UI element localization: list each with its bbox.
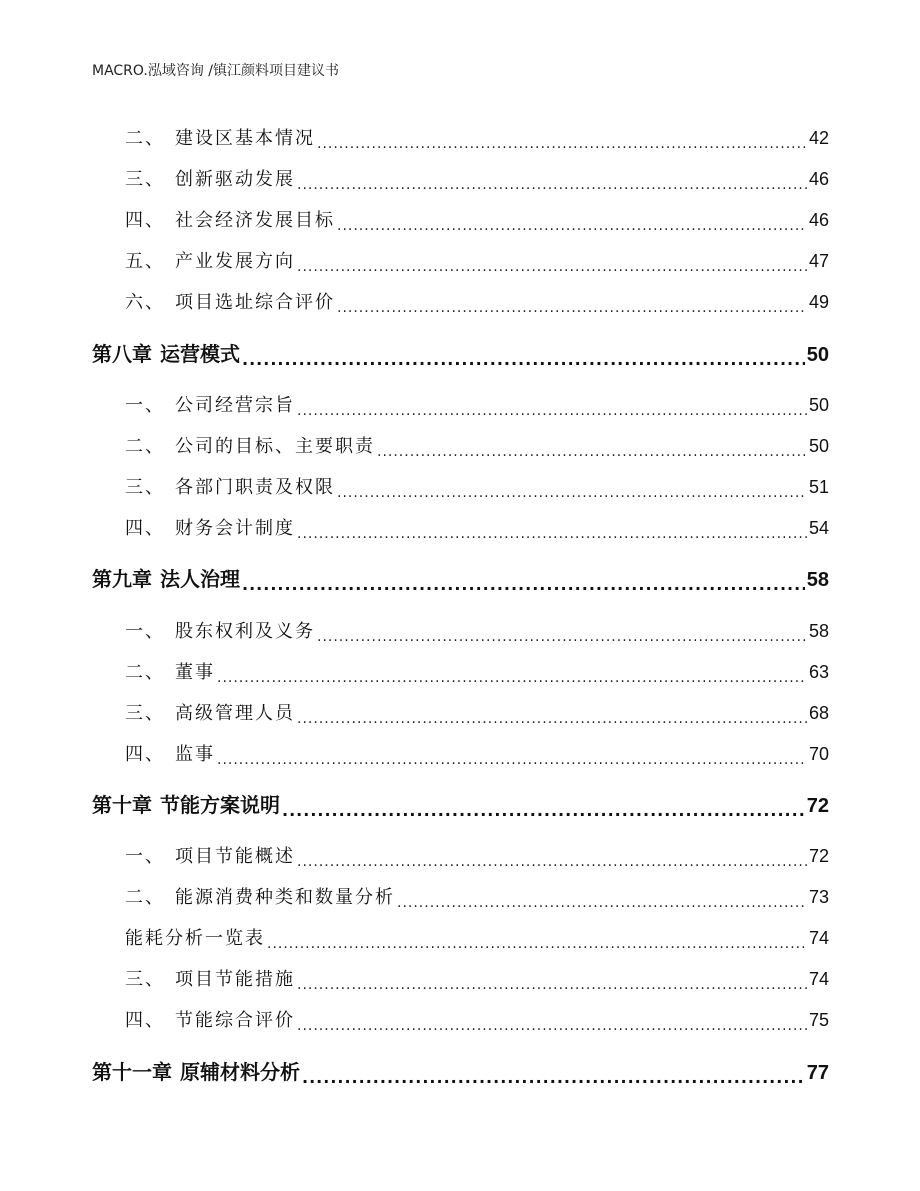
toc-entry[interactable]: [125, 514, 829, 540]
entry-number: 三、: [125, 169, 165, 190]
toc-entry[interactable]: [125, 658, 829, 684]
chapter-title: 法人治理: [160, 567, 240, 591]
dot-leader: [397, 891, 807, 909]
dot-leader: [297, 850, 807, 868]
toc-entry[interactable]: [125, 1006, 829, 1032]
chapter-page: 58: [806, 569, 829, 591]
entry-title: 社会经济发展目标: [175, 210, 335, 231]
entry-page: 46: [808, 210, 829, 230]
entry-number: 一、: [125, 846, 165, 867]
entry-title: 项目选址综合评价: [175, 292, 335, 313]
dot-leader: [317, 132, 807, 150]
entry-page: 75: [808, 1010, 829, 1030]
toc-entry[interactable]: [125, 391, 829, 417]
entry-number: 五、: [125, 251, 165, 272]
entry-page: 49: [808, 292, 829, 312]
toc-entry[interactable]: [125, 206, 829, 232]
entry-title: 能源消费种类和数量分析: [175, 887, 395, 908]
dot-leader: [267, 932, 807, 950]
dot-leader: [282, 798, 805, 818]
dot-leader: [337, 214, 807, 232]
dot-leader: [317, 625, 807, 643]
toc-entry[interactable]: [125, 247, 829, 273]
entry-title: 各部门职责及权限: [175, 477, 335, 498]
dot-leader: [297, 707, 807, 725]
toc-entry[interactable]: [125, 124, 829, 150]
dot-leader: [337, 296, 807, 314]
chapter-number: 第九章: [92, 567, 152, 591]
entry-number: 二、: [125, 662, 165, 683]
toc-chapter-entry[interactable]: [92, 563, 829, 592]
dot-leader: [297, 522, 807, 540]
entry-page: 50: [808, 395, 829, 415]
chapter-title: 运营模式: [160, 342, 240, 366]
entry-title: 公司的目标、主要职责: [175, 436, 375, 457]
chapter-page: 50: [806, 344, 829, 366]
chapter-title: 原辅材料分析: [180, 1060, 300, 1084]
entry-title: 项目节能概述: [175, 846, 295, 867]
dot-leader: [297, 973, 807, 991]
chapter-page: 72: [806, 795, 829, 817]
entry-page: 58: [808, 621, 829, 641]
entry-title: 董事: [175, 662, 215, 683]
entry-number: 三、: [125, 703, 165, 724]
toc-entry[interactable]: [125, 617, 829, 643]
entry-title: 节能综合评价: [175, 1010, 295, 1031]
entry-title: 高级管理人员: [175, 703, 295, 724]
chapter-page: 77: [806, 1062, 829, 1084]
entry-title: 财务会计制度: [175, 518, 295, 539]
dot-leader: [297, 399, 807, 417]
toc-entry[interactable]: [125, 432, 829, 458]
entry-number: 一、: [125, 395, 165, 416]
entry-number: 二、: [125, 436, 165, 457]
entry-title: 建设区基本情况: [175, 128, 315, 149]
entry-number: 三、: [125, 969, 165, 990]
entry-page: 74: [808, 969, 829, 989]
dot-leader: [242, 347, 805, 367]
dot-leader: [297, 1014, 807, 1032]
toc-entry[interactable]: [125, 883, 829, 909]
entry-page: 68: [808, 703, 829, 723]
entry-page: 51: [808, 477, 829, 497]
toc-entry[interactable]: [125, 699, 829, 725]
dot-leader: [377, 440, 807, 458]
chapter-number: 第八章: [92, 342, 152, 366]
entry-title: 监事: [175, 744, 215, 765]
toc-entry[interactable]: [125, 842, 829, 868]
entry-page: 74: [808, 928, 829, 948]
entry-page: 42: [808, 128, 829, 148]
dot-leader: [297, 255, 807, 273]
entry-number: 四、: [125, 1010, 165, 1031]
entry-page: 70: [808, 744, 829, 764]
dot-leader: [217, 748, 807, 766]
entry-title: 股东权利及义务: [175, 621, 315, 642]
entry-page: 73: [808, 887, 829, 907]
dot-leader: [297, 173, 807, 191]
entry-title: 项目节能措施: [175, 969, 295, 990]
entry-title: 公司经营宗旨: [175, 395, 295, 416]
entry-number: 三、: [125, 477, 165, 498]
entry-page: 50: [808, 436, 829, 456]
toc-entry[interactable]: [125, 924, 829, 950]
entry-page: 72: [808, 846, 829, 866]
page-header: MACRO.泓域咨询 /镇江颜料项目建议书: [92, 63, 339, 79]
toc-entry[interactable]: [125, 740, 829, 766]
chapter-title: 节能方案说明: [160, 793, 280, 817]
toc-chapter-entry[interactable]: [92, 1056, 829, 1085]
entry-number: 二、: [125, 887, 165, 908]
toc-chapter-entry[interactable]: [92, 338, 829, 367]
toc-chapter-entry[interactable]: [92, 789, 829, 818]
toc-entry[interactable]: [125, 165, 829, 191]
entry-number: 四、: [125, 518, 165, 539]
entry-title: 能耗分析一览表: [125, 928, 265, 949]
entry-page: 46: [808, 169, 829, 189]
entry-title: 创新驱动发展: [175, 169, 295, 190]
entry-number: 二、: [125, 128, 165, 149]
chapter-number: 第十一章: [92, 1060, 172, 1084]
toc-entry[interactable]: [125, 965, 829, 991]
entry-page: 47: [808, 251, 829, 271]
dot-leader: [337, 481, 807, 499]
entry-page: 54: [808, 518, 829, 538]
dot-leader: [302, 1065, 805, 1085]
entry-page: 63: [808, 662, 829, 682]
dot-leader: [217, 666, 807, 684]
toc-entry[interactable]: [125, 473, 829, 499]
entry-title: 产业发展方向: [175, 251, 295, 272]
entry-number: 一、: [125, 621, 165, 642]
entry-number: 四、: [125, 210, 165, 231]
entry-number: 四、: [125, 744, 165, 765]
entry-number: 六、: [125, 292, 165, 313]
chapter-number: 第十章: [92, 793, 152, 817]
toc-entry[interactable]: [125, 288, 829, 314]
dot-leader: [242, 572, 805, 592]
